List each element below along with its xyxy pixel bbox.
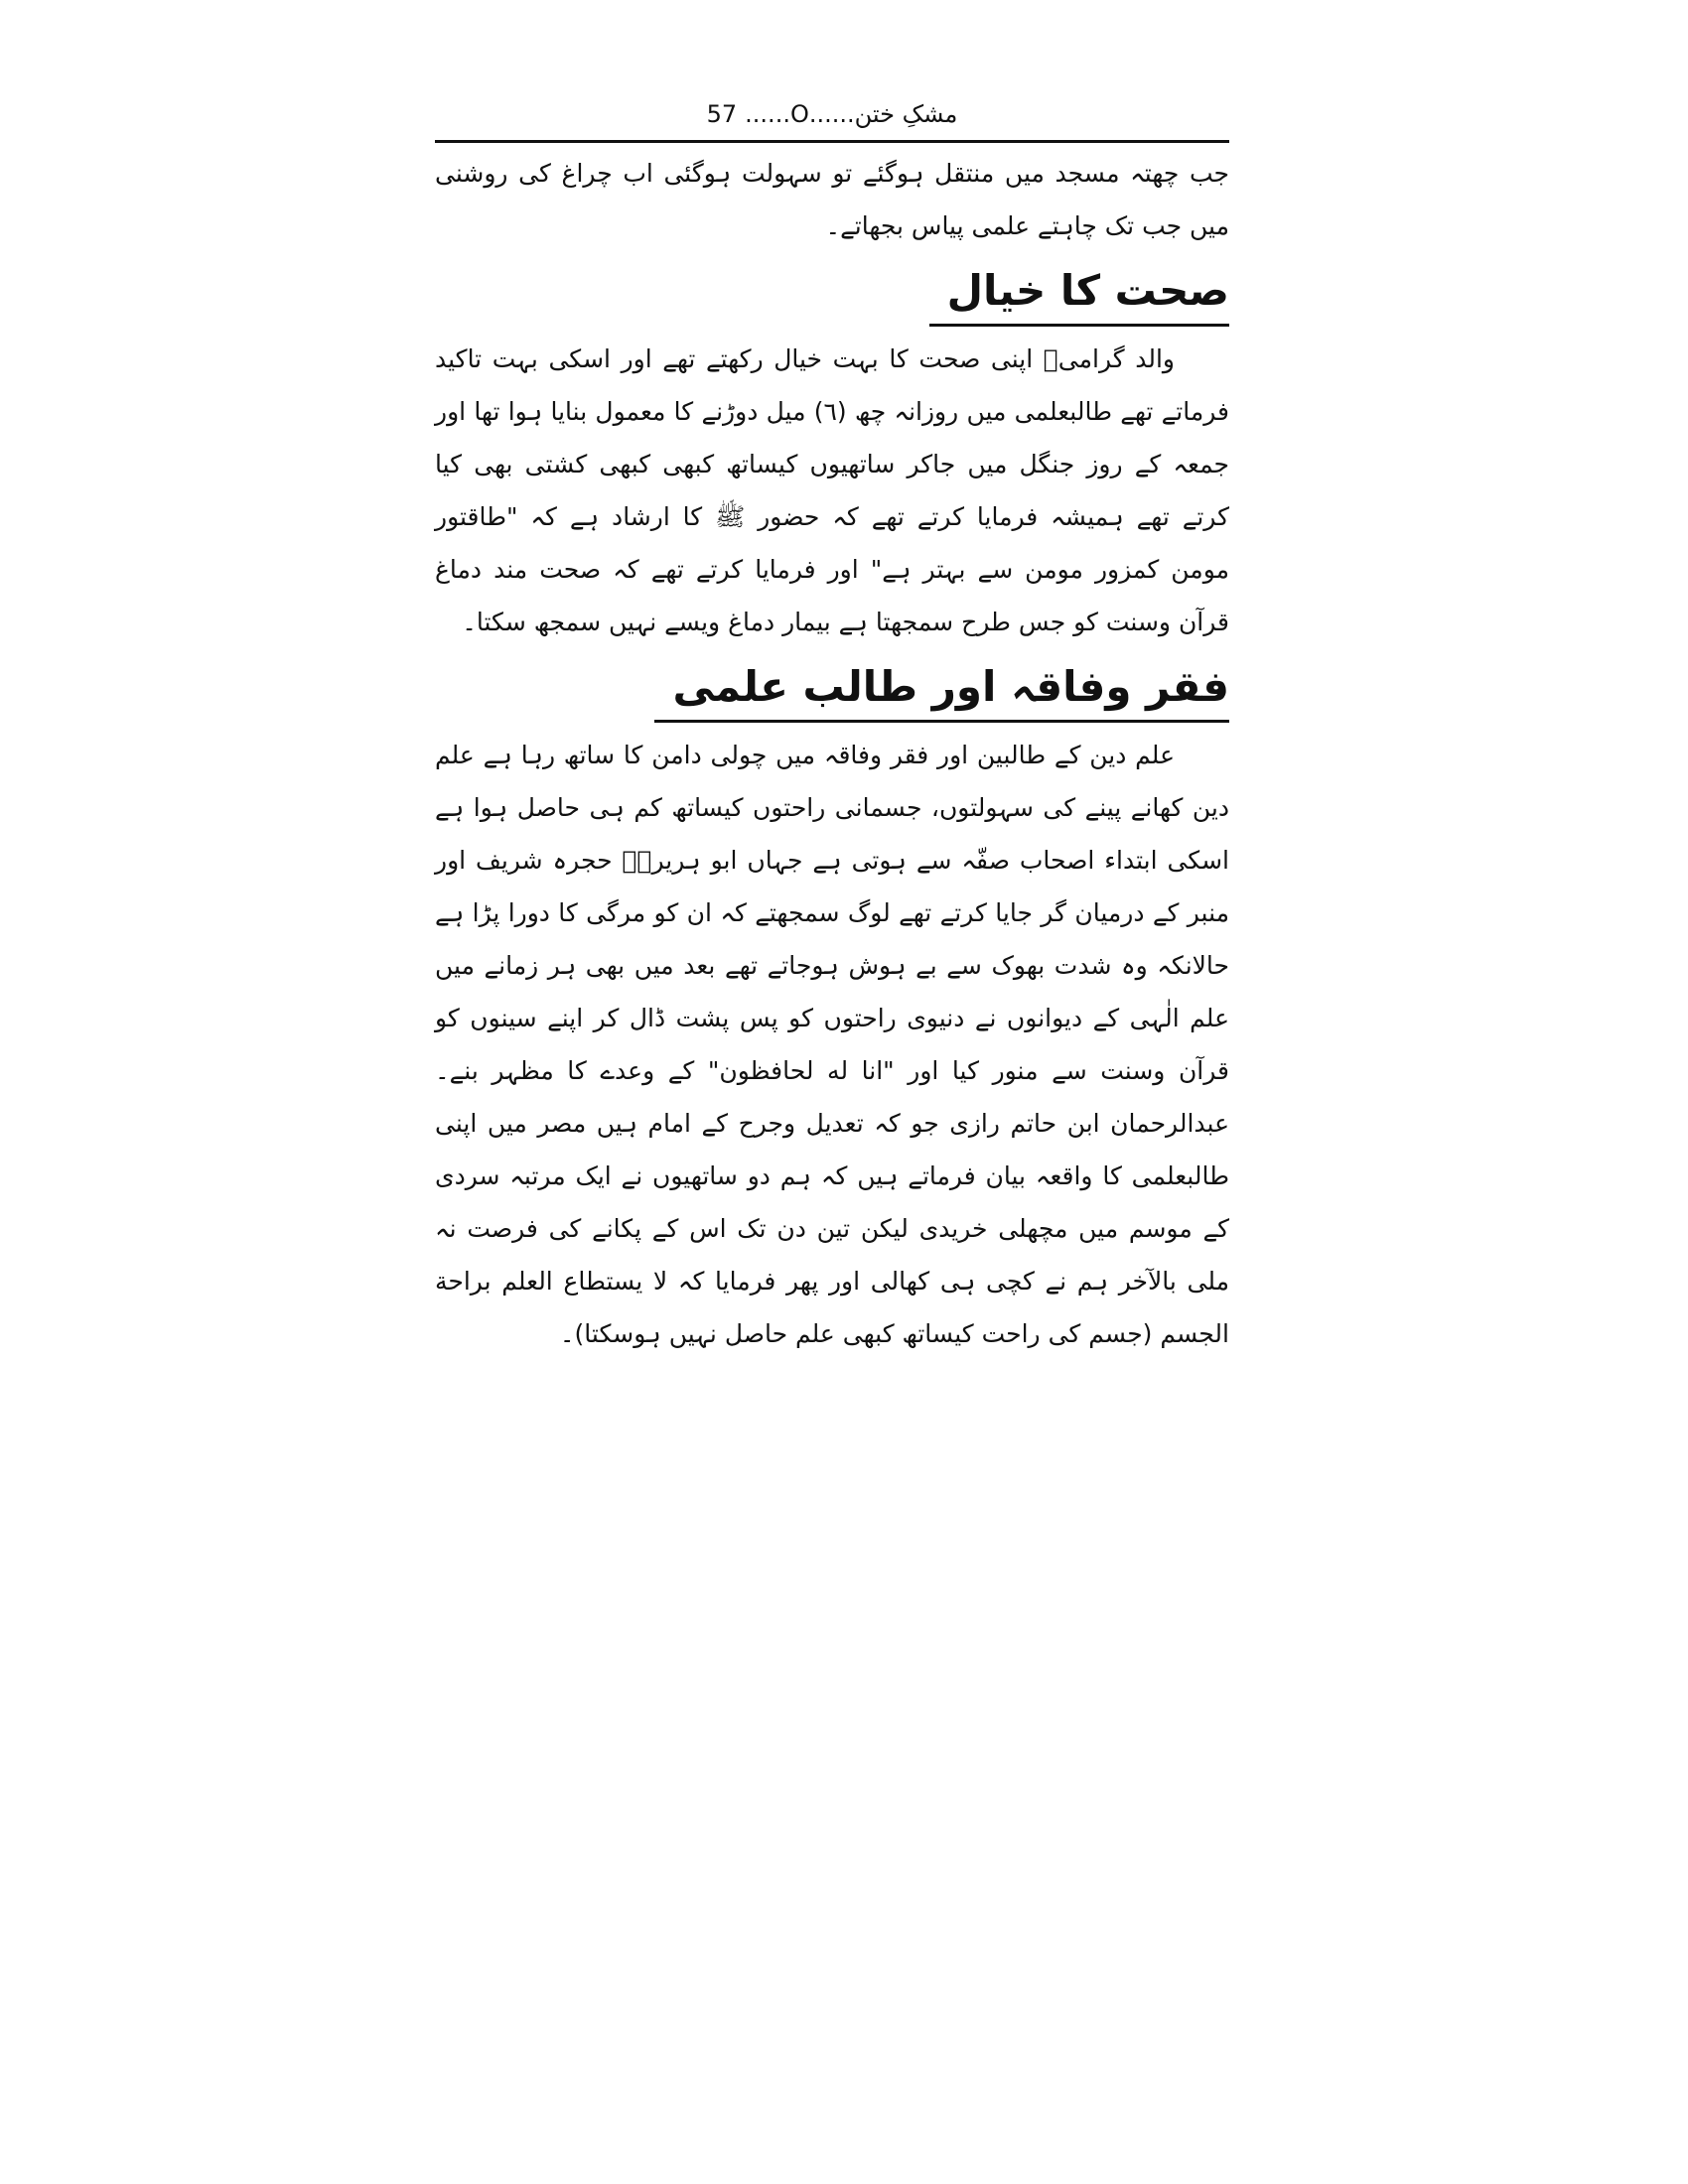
section-heading-health-wrap <box>435 260 1229 327</box>
paragraph-continued: جب چھتہ مسجد میں منتقل ہوگئے تو سہولت ہوگئی اب چراغ کی روشنی میں جب تک چاہتے علمی پیاس بجھاتے۔ <box>435 159 1229 240</box>
section-heading-health: صحت کا خیال <box>929 260 1229 327</box>
header-separator: ......O...... <box>745 100 855 128</box>
section-heading-poverty-wrap <box>435 656 1229 723</box>
paragraph-health: والد گرامیؒ اپنی صحت کا بہت خیال رکھتے تھے اور اسکی بہت تاکید فرماتے تھے طالبعلمی میں روزانہ چھ (٦) میل دوڑنے کا معمول بنایا ہوا تھا اور جمعہ کے روز جنگل میں جاکر ساتھیوں کیساتھ کبھی کبھی کشتی بھی کیا کرتے تھے ہمیشہ فرمایا کرتے تھے کہ حضور ﷺ کا ارشاد ہے کہ "طاقتور مومن کمزور مومن سے بہتر ہے" اور فرمایا کرتے تھے کہ صحت مند دماغ قرآن وسنت کو جس طرح سمجھتا ہے بیمار دماغ ویسے نہیں سمجھ سکتا۔ <box>435 344 1229 636</box>
paragraph-poverty: علم دین کے طالبین اور فقر وفاقہ میں چولی دامن کا ساتھ رہا ہے علم دین کھانے پینے کی سہولتوں، جسمانی راحتوں کیساتھ کم ہی حاصل ہوا ہے اسکی ابتداء اصحاب صفّہ سے ہوتی ہے جہاں ابو ہریرہؓ حجرہ شریف اور منبر کے درمیان گر جایا کرتے تھے لوگ سمجھتے کہ ان کو مرگی کا دورا پڑا ہے حالانکہ وہ شدت بھوک سے بے ہوش ہوجاتے تھے بعد میں بھی ہر زمانے میں علم الٰہی کے دیوانوں نے دنیوی راحتوں کو پس پشت ڈال کر اپنے سینوں کو قرآن وسنت سے منور کیا اور "انا له لحافظون" کے وعدے کا مظہر بنے۔ عبدالرحمان ابن حاتم رازی جو کہ تعدیل وجرح کے امام ہیں مصر میں اپنی طالبعلمی کا واقعہ بیان فرماتے ہیں کہ ہم دو ساتھیوں نے ایک مرتبہ سردی کے موسم میں مچھلی خریدی لیکن تین دن تک اس کے پکانے کی فرصت نہ ملی بالآخر ہم نے کچی ہی کھالی اور پھر فرمایا کہ لا یستطاع العلم براحة الجسم (جسم کی راحت کیساتھ کبھی علم حاصل نہیں ہوسکتا)۔ <box>435 741 1229 1348</box>
page-number: 57 <box>706 100 738 128</box>
text-column <box>435 94 1229 1360</box>
header-rule <box>435 140 1229 143</box>
section-heading-poverty: فقر وفاقہ اور طالب علمی <box>654 656 1229 723</box>
book-title: مشکِ ختن <box>854 100 958 128</box>
running-header <box>435 94 1229 134</box>
